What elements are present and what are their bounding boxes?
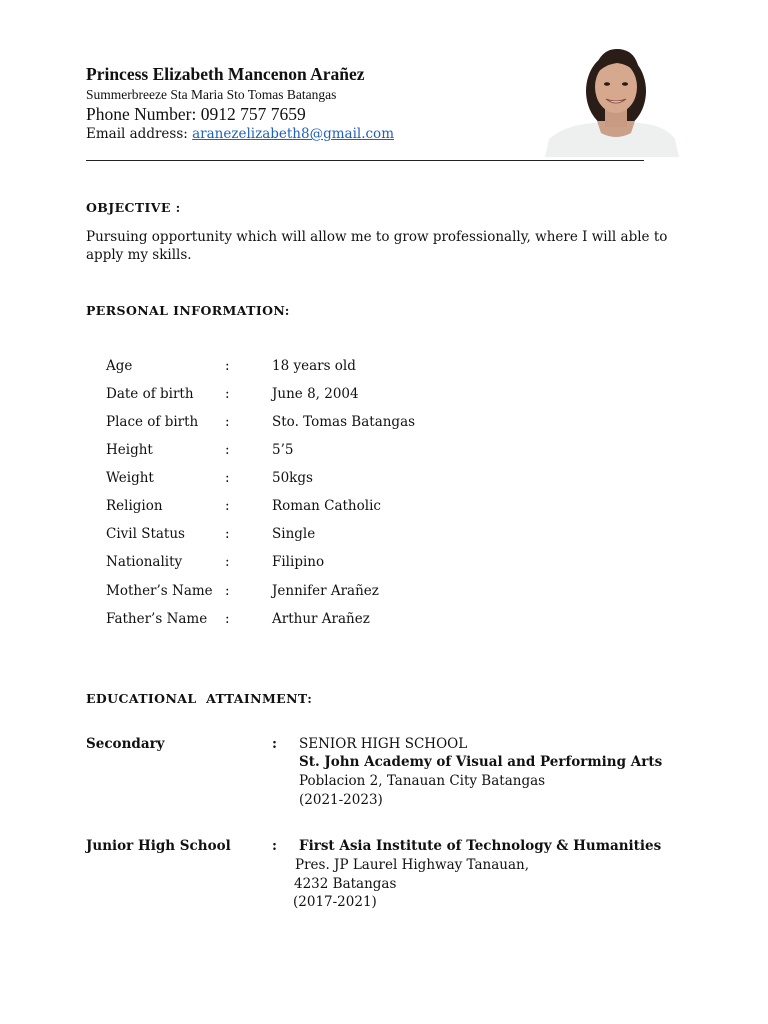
applicant-name: Princess Elizabeth Mancenon Arañez: [86, 64, 365, 84]
info-label: Father’s Name: [106, 611, 208, 627]
info-label: Weight: [106, 470, 154, 486]
info-value: Roman Catholic: [272, 498, 381, 514]
email-line: [86, 126, 394, 142]
info-separator: :: [225, 386, 230, 402]
info-value: Filipino: [272, 554, 325, 570]
info-value: Jennifer Arañez: [272, 583, 379, 599]
objective-heading: OBJECTIVE :: [86, 200, 181, 215]
info-value: 50kgs: [272, 470, 313, 486]
info-separator: :: [225, 442, 230, 458]
info-separator: :: [225, 414, 230, 430]
phone-number: Phone Number: 0912 757 7659: [86, 104, 306, 124]
junior-high-label: Junior High School: [86, 838, 231, 854]
secondary-level: SENIOR HIGH SCHOOL: [299, 736, 468, 752]
info-label: Nationality: [106, 554, 183, 570]
secondary-address: Poblacion 2, Tanauan City Batangas: [299, 773, 546, 789]
info-label: Date of birth: [106, 386, 194, 402]
info-value: Sto. Tomas Batangas: [272, 414, 416, 430]
secondary-years: (2021-2023): [299, 792, 383, 808]
info-separator: :: [225, 583, 230, 599]
info-value: 18 years old: [272, 358, 356, 374]
info-value: June 8, 2004: [272, 386, 359, 402]
info-value: Arthur Arañez: [272, 611, 370, 627]
email-link[interactable]: aranezelizabeth8@gmail.com: [192, 126, 394, 142]
info-separator: :: [225, 498, 230, 514]
secondary-separator: :: [272, 736, 277, 752]
home-address: Summerbreeze Sta Maria Sto Tomas Batangas: [86, 87, 337, 102]
info-label: Place of birth: [106, 414, 199, 430]
info-label: Civil Status: [106, 526, 185, 542]
secondary-school: St. John Academy of Visual and Performing Arts: [299, 754, 663, 770]
info-label: Mother’s Name: [106, 583, 213, 599]
junior-high-school: First Asia Institute of Technology & Humanities: [299, 838, 662, 854]
info-value: 5’5: [272, 442, 294, 458]
info-separator: :: [225, 554, 230, 570]
info-separator: :: [225, 611, 230, 627]
info-separator: :: [225, 358, 230, 374]
info-value: Single: [272, 526, 316, 542]
junior-high-years: (2017-2021): [293, 894, 377, 910]
junior-high-separator: :: [272, 838, 277, 854]
junior-high-address-line1: Pres. JP Laurel Highway Tanauan,: [295, 857, 530, 873]
info-label: Age: [106, 358, 133, 374]
objective-text: Pursuing opportunity which will allow me to grow professionally, where I will able to apply my skills.: [86, 229, 668, 263]
info-separator: :: [225, 470, 230, 486]
info-separator: :: [225, 526, 230, 542]
education-heading: EDUCATIONAL ATTAINMENT:: [86, 691, 313, 706]
header-divider: [86, 160, 644, 161]
info-label: Religion: [106, 498, 163, 514]
info-label: Height: [106, 442, 153, 458]
personal-info-heading: PERSONAL INFORMATION:: [86, 303, 290, 318]
profile-photo: [545, 35, 679, 157]
secondary-label: Secondary: [86, 736, 165, 752]
junior-high-address-line2: 4232 Batangas: [294, 876, 397, 892]
email-label: Email address:: [86, 126, 193, 142]
